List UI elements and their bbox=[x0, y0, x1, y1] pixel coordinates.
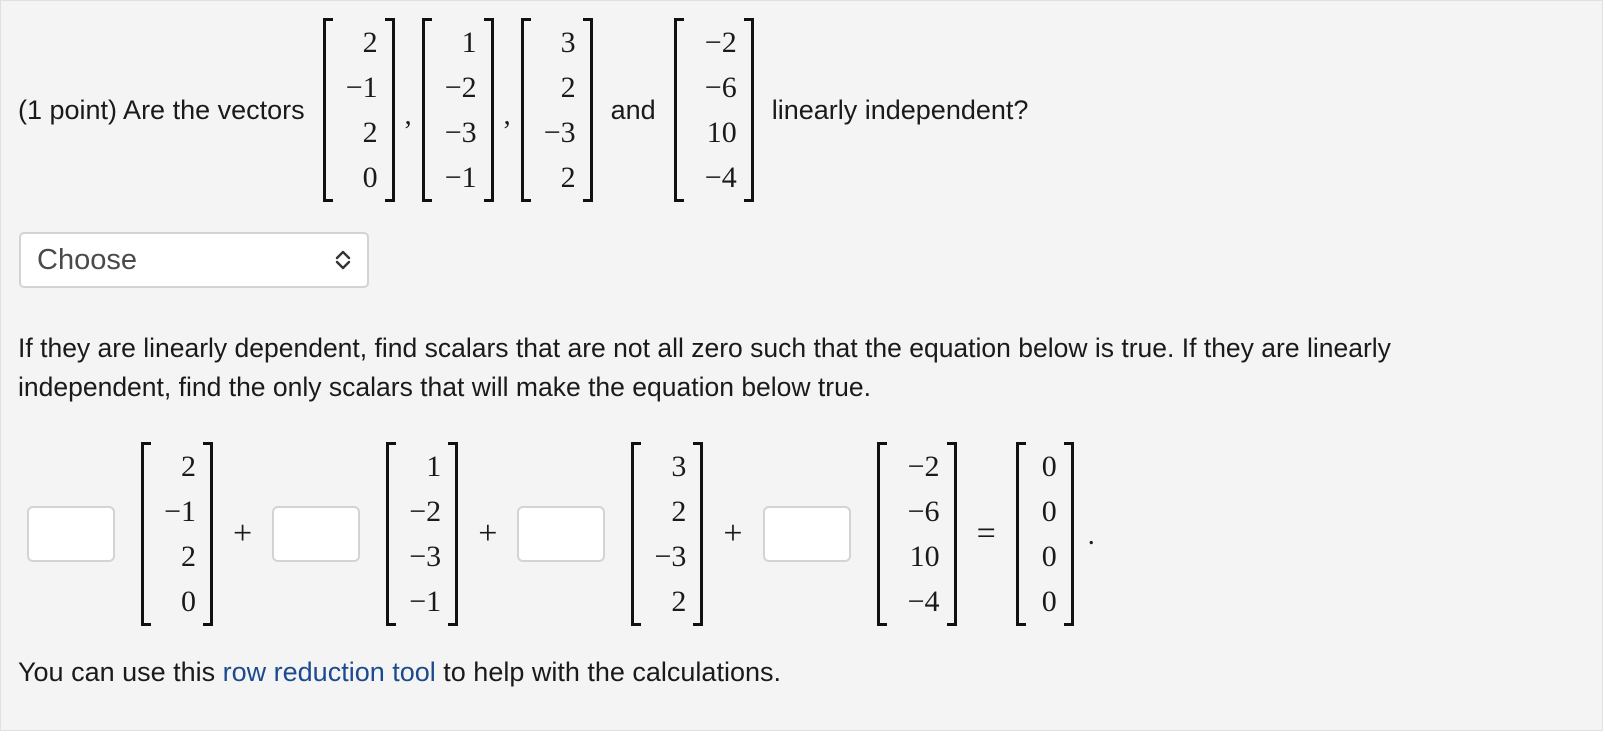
eq-vector-4-entry: 10 bbox=[909, 540, 940, 573]
question-prefix: (1 point) Are the vectors bbox=[18, 94, 305, 125]
vector-1-entry: 2 bbox=[362, 116, 378, 149]
vector-2-entry: −2 bbox=[444, 71, 477, 104]
eq-vector-2-entry: −1 bbox=[409, 585, 442, 618]
eq-vector-3-entry: 2 bbox=[671, 585, 687, 618]
footer-after: to help with the calculations. bbox=[435, 657, 781, 687]
vector-1-entry: 2 bbox=[362, 26, 378, 59]
equals-sign: = bbox=[976, 515, 996, 552]
vector-1 bbox=[323, 18, 395, 202]
vector-4 bbox=[674, 18, 754, 202]
eq-vector-1-entry: 0 bbox=[181, 585, 196, 618]
vector-3-entry: 2 bbox=[560, 71, 576, 104]
eq-vector-3-entry: −3 bbox=[654, 540, 687, 573]
zero-vector-entry: 0 bbox=[1041, 585, 1057, 618]
vector-2-entry: 1 bbox=[461, 26, 477, 59]
row-reduction-tool-link[interactable]: row reduction tool bbox=[222, 657, 436, 687]
scalar-input-2[interactable] bbox=[272, 506, 360, 562]
vector-2-entry: −3 bbox=[444, 116, 477, 149]
eq-vector-4-entry: −4 bbox=[907, 585, 940, 618]
eq-vector-1-entry: 2 bbox=[181, 450, 196, 483]
chevron-updown-icon bbox=[333, 248, 353, 272]
plus-sign: + bbox=[478, 515, 498, 552]
question-row bbox=[18, 21, 1028, 199]
footer-before: You can use this bbox=[18, 657, 223, 687]
vector-3-entry: −3 bbox=[543, 116, 576, 149]
vector-4-entry: −6 bbox=[704, 71, 737, 104]
eq-vector-1-entry: 2 bbox=[181, 540, 196, 573]
eq-vector-3-entry: 3 bbox=[671, 450, 687, 483]
eq-vector-3-entry: 2 bbox=[671, 495, 687, 528]
equation-row bbox=[27, 445, 1095, 623]
zero-vector-entry: 0 bbox=[1041, 450, 1057, 483]
plus-sign: + bbox=[233, 515, 253, 552]
comma: , bbox=[404, 100, 412, 131]
eq-vector-1 bbox=[141, 442, 213, 626]
instructions-text: If they are linearly dependent, find scalars that are not all zero such that the equation below is true. If they are linearly independent, find the only scalars that will make the equation below true. bbox=[18, 333, 1391, 402]
eq-vector-3 bbox=[631, 442, 703, 626]
footer-text bbox=[18, 657, 781, 688]
plus-sign: + bbox=[723, 515, 743, 552]
zero-vector bbox=[1016, 442, 1074, 626]
scalar-input-1[interactable] bbox=[27, 506, 115, 562]
independence-select[interactable] bbox=[19, 232, 369, 288]
eq-vector-2-entry: 1 bbox=[426, 450, 442, 483]
vector-1-entry: 0 bbox=[362, 161, 378, 194]
vector-3-entry: 3 bbox=[560, 26, 576, 59]
period: . bbox=[1087, 520, 1095, 551]
vector-4-entry: −2 bbox=[704, 26, 737, 59]
eq-vector-1-entry: −1 bbox=[164, 495, 196, 528]
eq-vector-4 bbox=[877, 442, 957, 626]
eq-vector-2 bbox=[386, 442, 458, 626]
vector-4-entry: 10 bbox=[706, 116, 737, 149]
zero-vector-entry: 0 bbox=[1041, 540, 1057, 573]
vector-4-entry: −4 bbox=[704, 161, 737, 194]
question-suffix: linearly independent? bbox=[771, 94, 1029, 125]
zero-vector-entry: 0 bbox=[1041, 495, 1057, 528]
eq-vector-2-entry: −3 bbox=[409, 540, 442, 573]
vector-3-entry: 2 bbox=[560, 161, 576, 194]
eq-vector-4-entry: −6 bbox=[907, 495, 940, 528]
comma: , bbox=[503, 100, 511, 131]
eq-vector-2-entry: −2 bbox=[409, 495, 442, 528]
eq-vector-4-entry: −2 bbox=[907, 450, 940, 483]
vector-3 bbox=[521, 18, 593, 202]
vector-2-entry: −1 bbox=[444, 161, 477, 194]
vector-2 bbox=[422, 18, 494, 202]
select-label: Choose bbox=[37, 243, 137, 276]
vector-1-entry: −1 bbox=[345, 71, 378, 104]
scalar-input-4[interactable] bbox=[763, 506, 851, 562]
and-word: and bbox=[610, 94, 656, 125]
scalar-input-3[interactable] bbox=[517, 506, 605, 562]
